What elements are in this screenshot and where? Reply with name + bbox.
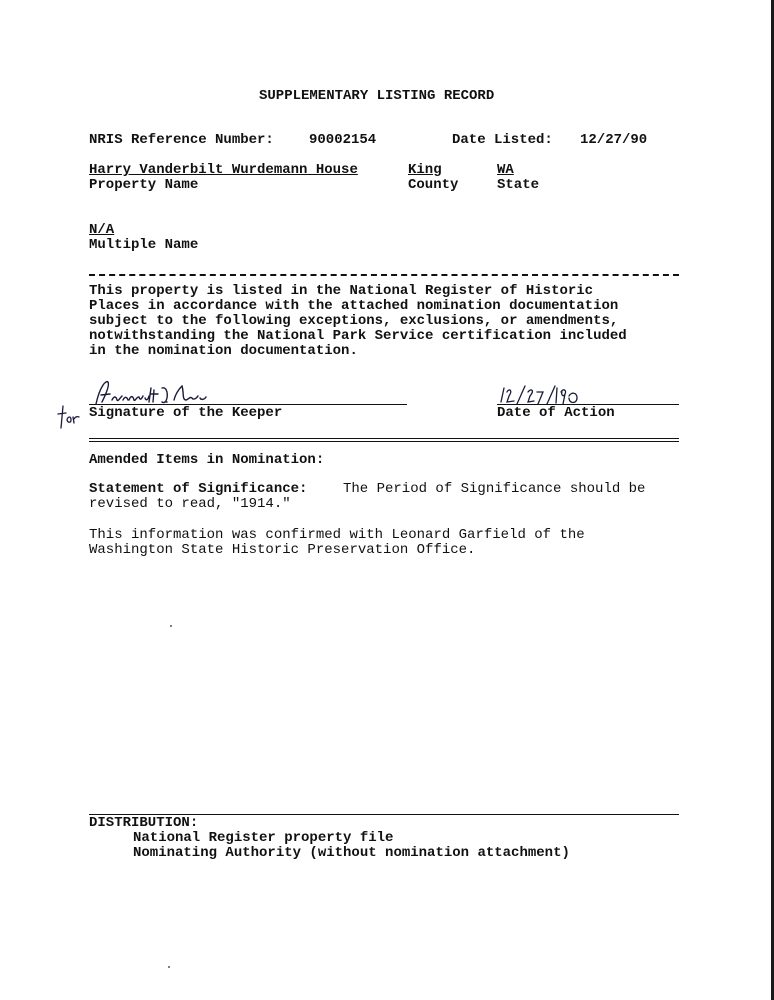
certification-line: This property is listed in the National Register of Historic — [89, 283, 594, 299]
distribution-item: Nominating Authority (without nomination attachment) — [133, 845, 570, 861]
distribution-heading: DISTRIBUTION: — [89, 815, 199, 831]
dashed-divider — [89, 274, 679, 276]
multiple-name-label: Multiple Name — [89, 237, 199, 253]
statement-text: The Period of Significance should be — [343, 481, 646, 497]
nris-label: NRIS Reference Number: — [89, 132, 274, 148]
signature-label: Signature of the Keeper — [89, 405, 283, 421]
amended-items-heading: Amended Items in Nomination: — [89, 452, 325, 468]
certification-line: notwithstanding the National Park Service certification included — [89, 328, 627, 344]
confirmation-text: This information was confirmed with Leonard Garfield of the — [89, 527, 585, 543]
multiple-name-value: N/A — [89, 222, 115, 238]
state-value: WA — [497, 162, 514, 178]
certification-line: Places in accordance with the attached nomination documentation — [89, 298, 619, 314]
scan-speck — [168, 966, 170, 968]
date-listed-label: Date Listed: — [452, 132, 553, 148]
date-of-action-label: Date of Action — [497, 405, 615, 421]
nris-value: 90002154 — [309, 132, 377, 148]
scan-speck — [170, 625, 172, 627]
for-annotation — [55, 404, 81, 430]
property-name-label: Property Name — [89, 177, 199, 193]
statement-text-cont: revised to read, "1914." — [89, 496, 291, 512]
property-name-value: Harry Vanderbilt Wurdemann House — [89, 162, 358, 178]
county-label: County — [408, 177, 459, 193]
double-divider — [89, 438, 679, 442]
state-label: State — [497, 177, 540, 193]
action-date-handwritten — [497, 384, 587, 406]
distribution-item: National Register property file — [133, 830, 394, 846]
confirmation-text-cont: Washington State Historic Preservation Office. — [89, 542, 476, 558]
date-listed-value: 12/27/90 — [580, 132, 648, 148]
statement-label: Statement of Significance: — [89, 481, 308, 497]
page-title: SUPPLEMENTARY LISTING RECORD — [259, 88, 495, 104]
certification-line: in the nomination documentation. — [89, 343, 358, 359]
certification-line: subject to the following exceptions, exclusions, or amendments, — [89, 313, 619, 329]
county-value: King — [408, 162, 442, 178]
